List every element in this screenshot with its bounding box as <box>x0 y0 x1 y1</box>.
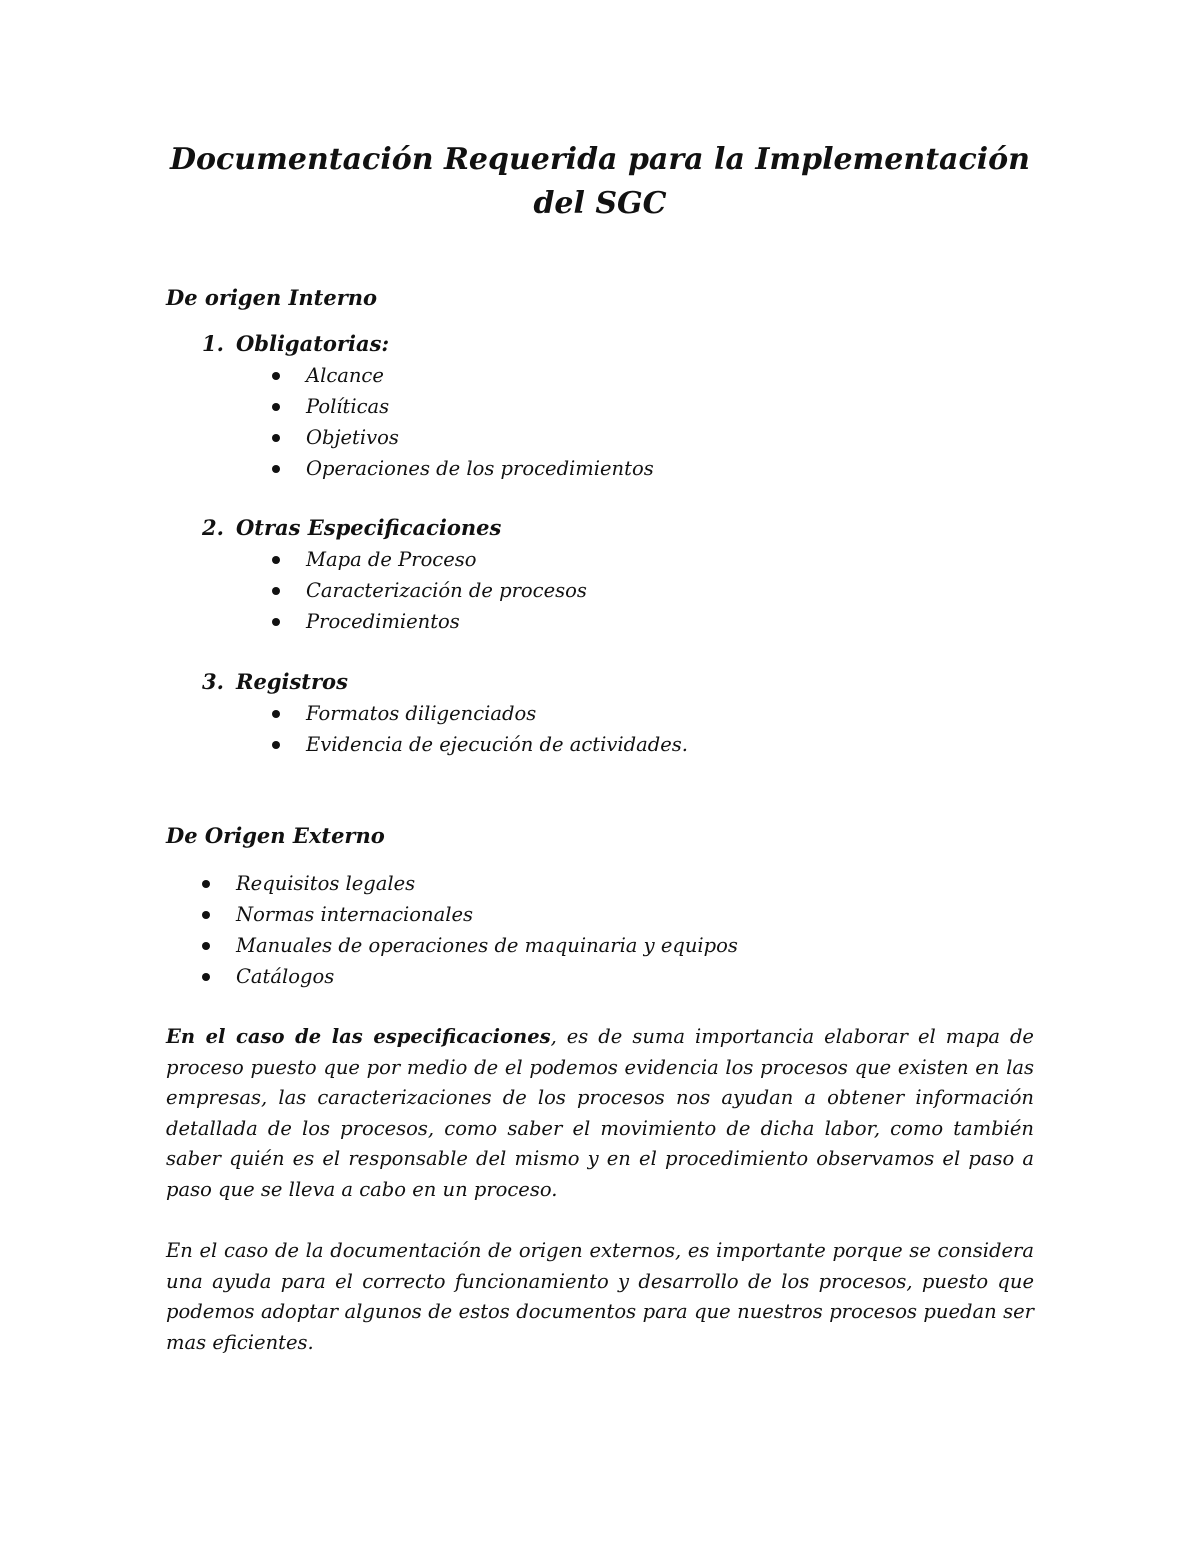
list-item: Mapa de Proceso <box>272 544 587 575</box>
bullet-icon <box>272 618 280 626</box>
title-line-2: del SGC <box>533 186 667 221</box>
list-item: Evidencia de ejecución de actividades. <box>272 729 688 760</box>
obligatorias-list <box>272 360 654 484</box>
paragraph-lead: En el caso de las especificaciones <box>166 1025 551 1048</box>
list-item: Formatos diligenciados <box>272 698 688 729</box>
internal-origin-heading: De origen Interno <box>166 285 378 310</box>
registros-list <box>272 698 688 760</box>
bullet-icon <box>272 710 280 718</box>
list-item: Requisitos legales <box>202 868 738 899</box>
bullet-icon <box>272 434 280 442</box>
list-item: Normas internacionales <box>202 899 738 930</box>
group-obligatorias-heading <box>202 330 389 358</box>
list-item: Políticas <box>272 391 654 422</box>
list-item: Objetivos <box>272 422 654 453</box>
bullet-icon <box>202 911 210 919</box>
list-item: Procedimientos <box>272 606 587 637</box>
bullet-icon <box>272 741 280 749</box>
group-number: 2. <box>202 515 224 540</box>
bullet-icon <box>272 587 280 595</box>
bullet-icon <box>272 556 280 564</box>
bullet-icon <box>272 372 280 380</box>
list-item: Caracterización de procesos <box>272 575 587 606</box>
bullet-icon <box>202 880 210 888</box>
group-number: 1. <box>202 331 224 356</box>
group-label: Registros <box>236 669 348 694</box>
bullet-icon <box>272 465 280 473</box>
external-origin-list <box>202 868 738 992</box>
bullet-icon <box>202 942 210 950</box>
list-item: Manuales de operaciones de maquinaria y equipos <box>202 930 738 961</box>
group-registros-heading <box>202 668 348 696</box>
group-label: Obligatorias: <box>236 331 390 356</box>
list-item: Alcance <box>272 360 654 391</box>
list-item: Catálogos <box>202 961 738 992</box>
title-line-1: Documentación Requerida para la Implementación <box>170 142 1030 177</box>
bullet-icon <box>202 973 210 981</box>
document-title <box>150 138 1050 226</box>
group-especificaciones-heading <box>202 514 501 542</box>
especificaciones-list <box>272 544 587 637</box>
list-item: Operaciones de los procedimientos <box>272 453 654 484</box>
group-number: 3. <box>202 669 224 694</box>
group-label: Otras Especificaciones <box>236 515 502 540</box>
paragraph-origen-externo: En el caso de la documentación de origen externos, es importante porque se considera una ayuda para el correcto funcionamiento y desarrollo de los procesos, puesto que podemos adoptar algunos de estos documentos para que nuestros procesos puedan ser mas eficientes. <box>166 1239 1034 1354</box>
bullet-icon <box>272 403 280 411</box>
paragraph-text: , es de suma importancia elaborar el mapa de proceso puesto que por medio de el podemos evidencia los procesos que existen en las empresas, las caracterizaciones de los procesos nos ayudan a obtener información detallada de los procesos, como saber el movimiento de dicha labor, como también saber quién es el responsable del mismo y en el procedimiento observamos el paso a paso que se lleva a cabo en un proceso. <box>166 1025 1034 1201</box>
external-origin-heading: De Origen Externo <box>166 823 385 848</box>
paragraph-especificaciones <box>166 1022 1034 1206</box>
